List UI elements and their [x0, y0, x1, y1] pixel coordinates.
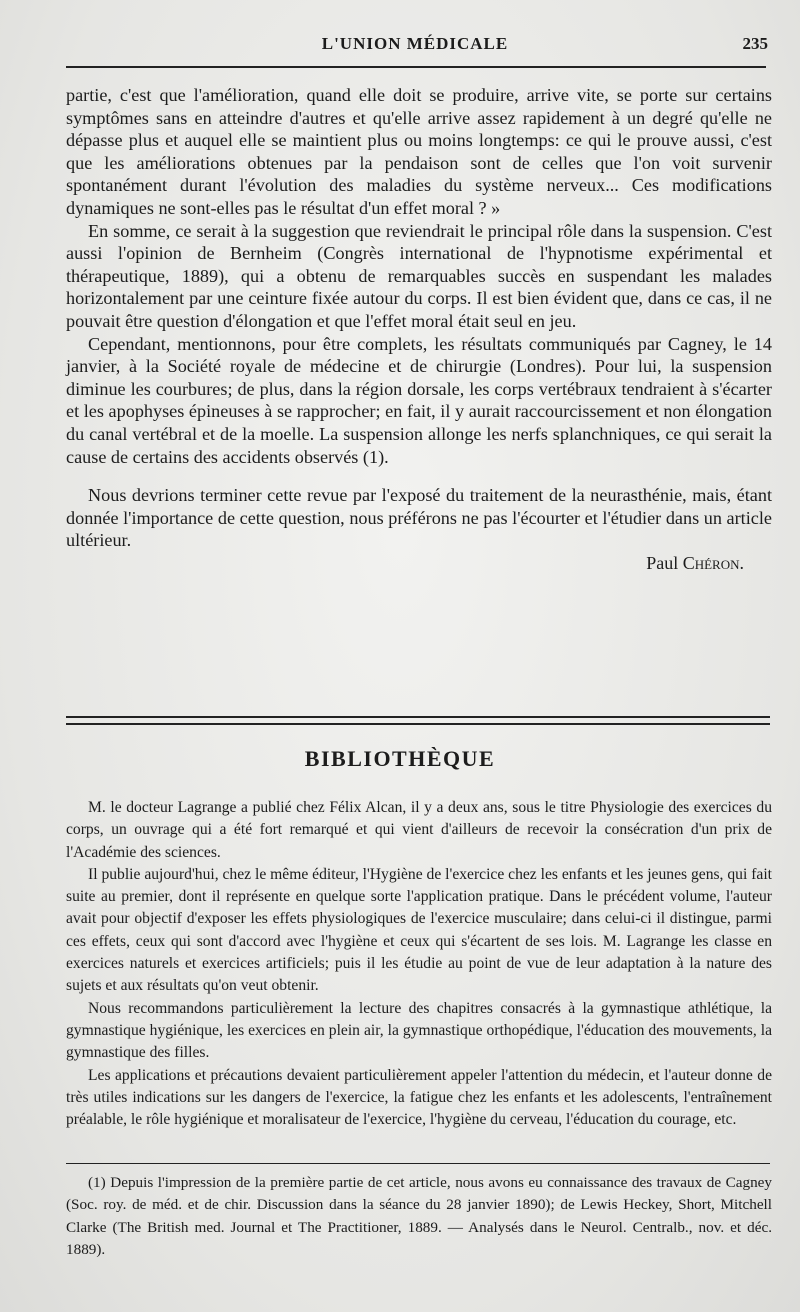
running-title: L'UNION MÉDICALE: [321, 34, 509, 53]
header-rule: [66, 66, 766, 68]
bibliography-paragraph: Il publie aujourd'hui, chez le même éditeur, l'Hygiène de l'exercice chez les enfants et les jeunes gens, qui fait suite au premier, dont il représente en quelque sorte l'application pratique. Dans le précédent volume, l'auteur avait pour objectif d'exposer les effets physiologiques de l'exercice musculaire; dans celui-ci il distingue, parmi ces effets, ceux qui sont d'accord avec l'hygiène et ceux qui s'écartent de ses lois. M. Lagrange les classe en exercices naturels et exercices artificiels; puis il les étudie au point de vue de leur adaptation à la nature des sujets et aux résultats qu'on veut obtenir.: [66, 865, 772, 995]
author-signature: [66, 552, 772, 574]
bibliography-paragraph: Nous recommandons particulièrement la lecture des chapitres consacrés à la gymnastique athlétique, la gymnastique hygiénique, les exercices en plein air, la gymnastique orthopédique, l'éducation des mouvements, la gymnastique des filles.: [66, 999, 772, 1062]
article-body: [66, 84, 772, 574]
page-number: 235: [742, 34, 768, 53]
footnote-rule: [66, 1163, 770, 1164]
bibliography-paragraph: M. le docteur Lagrange a publié chez Félix Alcan, il y a deux ans, sous le titre Physiologie des exercices du corps, un ouvrage qui a été fort remarqué et qui vient d'ailleurs de recevoir la consécration d'un prix de l'Académie des sciences.: [66, 799, 772, 861]
signature-last-name: Chéron.: [682, 552, 744, 573]
footnote: (1) Depuis l'impression de la première partie de cet article, nous avons eu connaissance des travaux de Cagney (Soc. roy. de méd. et de chir. Discussion dans la séance du 28 janvier 1890); de Lewis Heckey, Short, Mitchell Clarke (The British med. Journal et The Practitioner, 1889. — Analysés dans le Neurol. Centralb., nov. et déc. 1889).: [66, 1174, 772, 1259]
signature-first-name: Paul: [646, 552, 679, 573]
section-divider: [66, 716, 770, 725]
article-paragraph: Cependant, mentionnons, pour être complets, les résultats communiqués par Cagney, le 14 janvier, à la Société royale de médecine et de chirurgie (Londres). Pour lui, la suspension diminue les courbures; de plus, dans la région dorsale, les corps vertébraux tendraient à s'écarter et les apophyses épineuses à se rapprocher; en fait, il y aurait raccourcissement et non élongation du canal vertébral et de la moelle. La suspension allonge les nerfs splanchniques, ce qui serait la cause de certains des accidents observés (1).: [66, 333, 772, 467]
article-paragraph: Nous devrions terminer cette revue par l'exposé du traitement de la neurasthénie, mais, étant donnée l'importance de cette question, nous préférons ne pas l'écourter et l'étudier dans un article ultérieur.: [66, 485, 772, 551]
article-paragraph: En somme, ce serait à la suggestion que reviendrait le principal rôle dans la suspension. C'est aussi l'opinion de Bernheim (Congrès international de l'hypnotisme expérimental et thérapeutique, 1889), qui a obtenu de remarquables succès en suspendant les malades horizontalement par une ceinture fixée autour du corps. Il est bien évident que, dans ce cas, il ne pouvait être question d'élongation et que l'effet moral était seul en jeu.: [66, 220, 772, 331]
footnotes: [66, 1172, 772, 1262]
bibliography-paragraph: Les applications et précautions devaient particulièrement appeler l'attention du médecin, et l'auteur donne de très utiles indications sur les dangers de l'exercice, la fatigue chez les enfants et les adolescents, l'entraînement préalable, le rôle hygiénique et moralisateur de l'exercice, l'hygiène du cerveau, l'éducation du courage, etc.: [66, 1066, 772, 1129]
page-header: [60, 34, 770, 60]
bibliography-body: [66, 797, 772, 1131]
article-paragraph: partie, c'est que l'amélioration, quand elle doit se produire, arrive vite, se porte sur certains symptômes sans en atteindre d'autres et qu'elle arrive assez rapidement à un degré qu'elle ne dépasse plus et auquel elle se maintient plus ou moins longtemps: ce qui le prouve aussi, c'est que les améliorations obtenues par la pendaison sont de celles que l'on voit survenir spontanément durant l'évolution des maladies du système nerveux... Ces modifications dynamiques ne sont-elles pas le résultat d'un effet moral ? »: [66, 85, 772, 218]
section-title: BIBLIOTHÈQUE: [304, 746, 496, 771]
